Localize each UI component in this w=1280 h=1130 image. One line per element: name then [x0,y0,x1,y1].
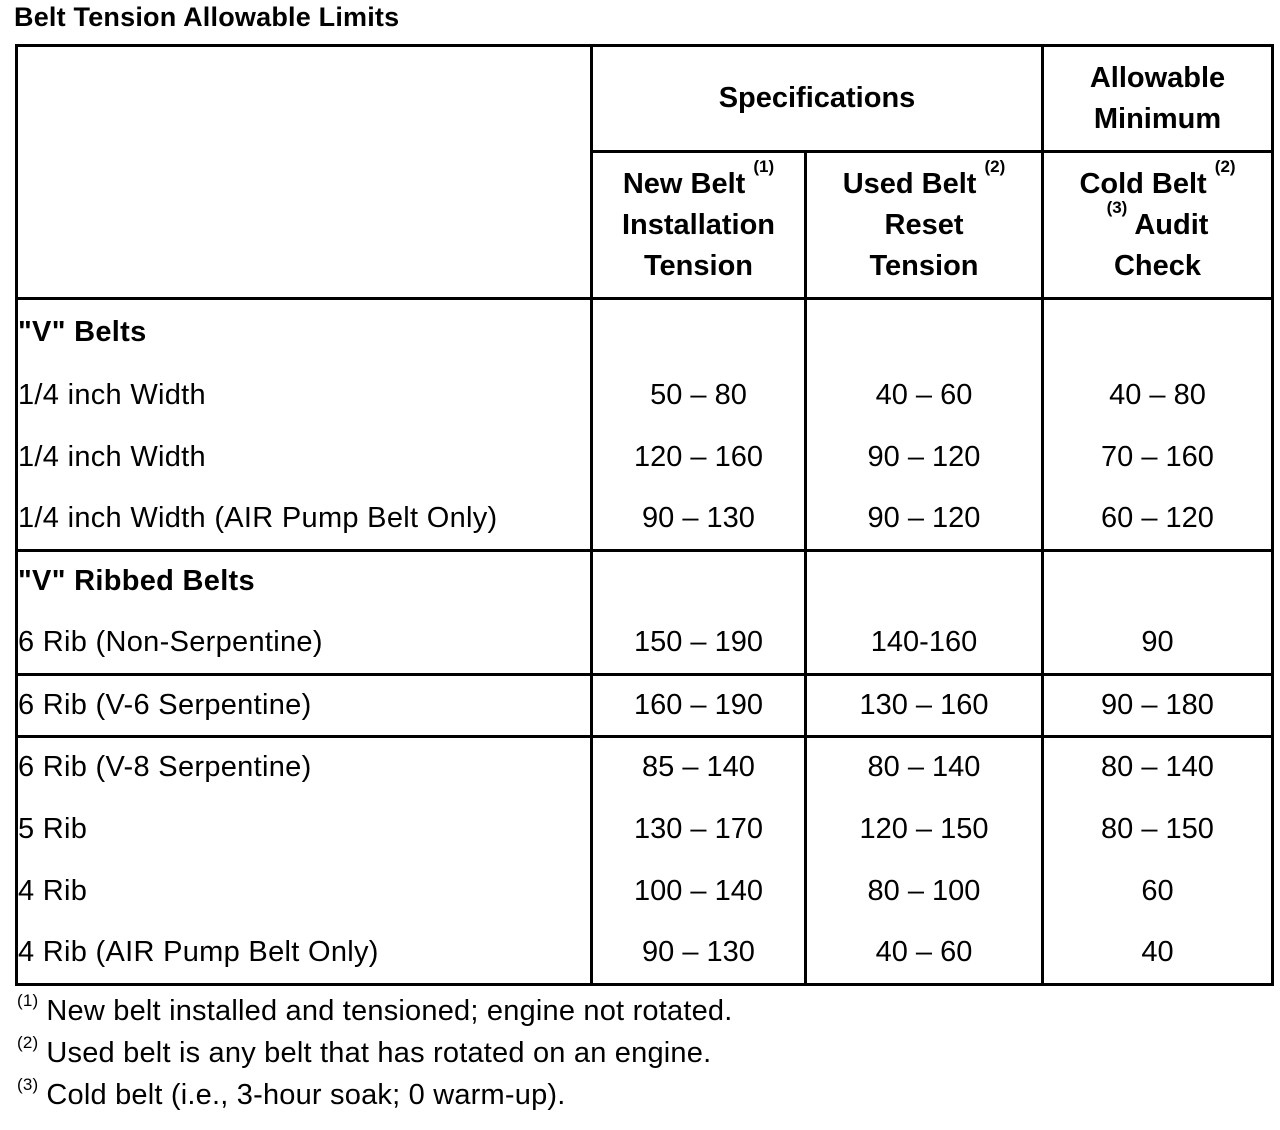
header-used-belt: Used Belt $^{(2)}$ Reset Tension [806,152,1043,299]
footnote-marker: (1) [753,156,775,176]
header-new-belt: New Belt $^{(1)}$ Installation Tension [592,152,806,299]
table-row: 5 Rib 130 – 170 120 – 150 80 – 150 [17,798,1273,860]
header-specifications: Specifications [592,46,1043,152]
table-row: 1/4 inch Width 120 – 160 90 – 120 70 – 160 [17,426,1273,488]
table-row: 6 Rib (V-8 Serpentine) 85 – 140 80 – 140 80 – 140 [17,736,1273,798]
group-label-v-belts: "V" Belts [17,300,592,364]
table-row: 6 Rib (V-6 Serpentine) 160 – 190 130 – 160 90 – 180 [17,674,1273,736]
footnote-marker: (2) [984,156,1006,176]
header-blank-cell [17,46,592,299]
footnote-marker: (2) [17,1033,39,1052]
table-row: 4 Rib 100 – 140 80 – 100 60 [17,860,1273,922]
table-row: 4 Rib (AIR Pump Belt Only) 90 – 130 40 – 60 40 [17,922,1273,984]
footnote-marker: (3) [1106,197,1128,217]
footnote-marker: (1) [17,991,39,1010]
footnote-1: $^{(1)}$ New belt installed and tensioned; engine not rotated. [17,991,733,1027]
footnote-marker: (3) [17,1075,39,1094]
footnote-marker: (2) [1214,156,1236,176]
group-row [17,550,1273,612]
header-row-top [17,46,1273,152]
footnote-2: $^{(2)}$ Used belt is any belt that has rotated on an engine. [17,1033,712,1069]
group-row [17,300,1273,364]
header-allowable-minimum: Allowable Minimum [1043,46,1273,152]
footnote-3: $^{(3)}$ Cold belt (i.e., 3-hour soak; 0 warm-up). [17,1075,566,1111]
table-row: 1/4 inch Width (AIR Pump Belt Only) 90 – 130 90 – 120 60 – 120 [17,488,1273,550]
header-cold-belt: Cold Belt $^{(2)}$ $^{(3)}$ Audit Check [1043,152,1273,299]
table-title: Belt Tension Allowable Limits [14,2,400,32]
table-row: 1/4 inch Width 50 – 80 40 – 60 40 – 80 [17,364,1273,426]
footnotes [17,990,733,1116]
belt-tension-table [15,44,1274,986]
table-row: 6 Rib (Non-Serpentine) 150 – 190 140-160 90 [17,612,1273,674]
group-label-ribbed-belts: "V" Ribbed Belts [17,550,592,612]
